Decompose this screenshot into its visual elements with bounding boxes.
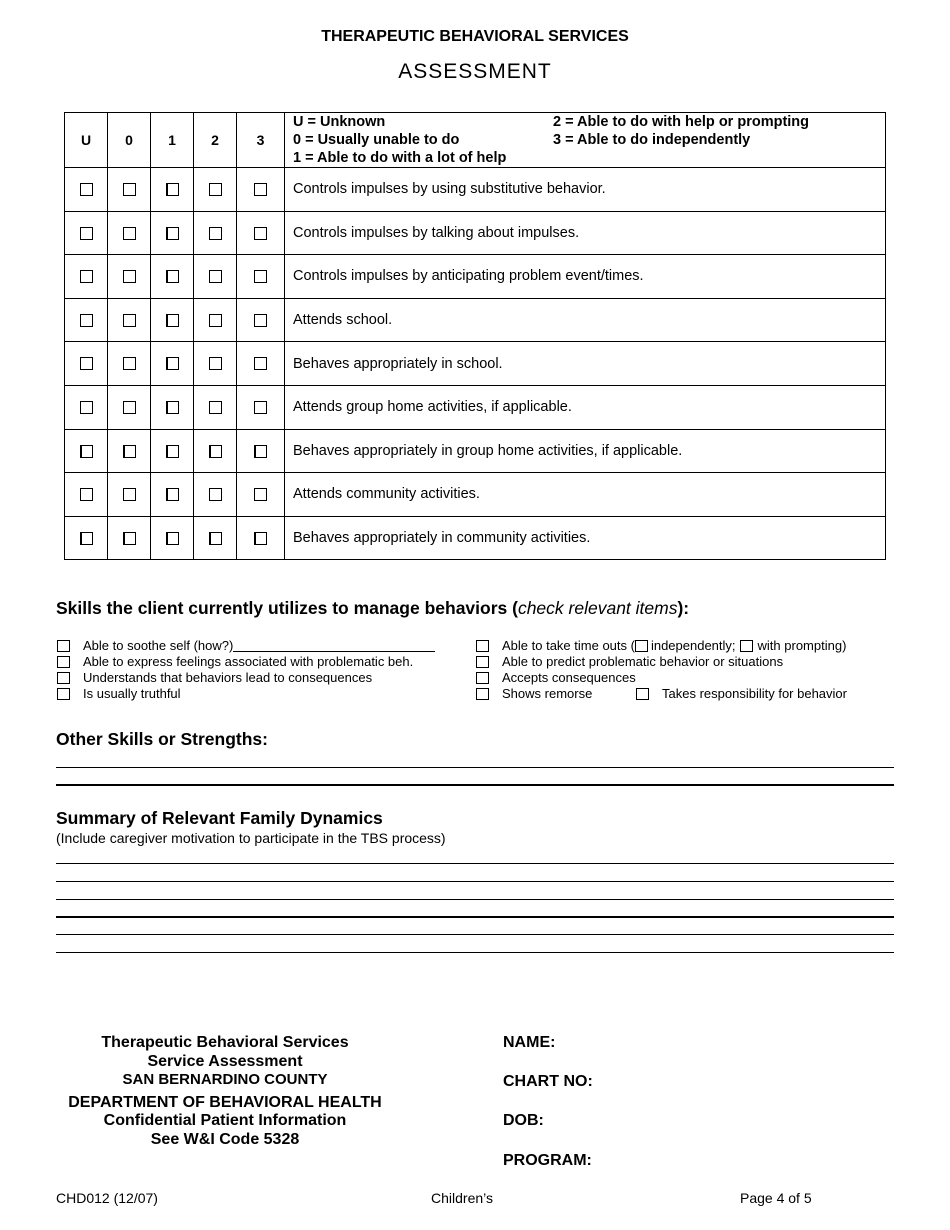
rating-checkbox-u[interactable] (80, 227, 93, 240)
legend-0: 0 = Usually unable to do (293, 132, 460, 148)
agency-line: Confidential Patient Information (103, 1112, 347, 1129)
with-prompting-label: with prompting) (757, 638, 847, 653)
rating-checkbox-2[interactable] (209, 227, 222, 240)
item-description: Attends school. (285, 298, 886, 342)
table-row (65, 298, 886, 342)
skill-item (476, 654, 783, 670)
rating-checkbox-2[interactable] (209, 488, 222, 501)
agency-line: SAN BERNARDINO COUNTY (122, 1071, 328, 1088)
legend-1: 1 = Able to do with a lot of help (293, 150, 507, 166)
rating-checkbox-1[interactable] (166, 488, 179, 501)
rating-checkbox-3[interactable] (254, 357, 267, 370)
rating-checkbox-0[interactable] (123, 445, 136, 458)
table-row (65, 255, 886, 299)
skill-item (476, 686, 847, 702)
independently-label: independently; (650, 638, 736, 653)
skill-label: Able to express feelings associated with problematic beh. (83, 654, 414, 669)
skill-checkbox[interactable] (57, 656, 70, 668)
skill-label: Shows remorse (502, 686, 593, 701)
writing-line[interactable] (56, 881, 894, 882)
skill-label: Able to predict problematic behavior or situations (502, 654, 784, 669)
writing-line[interactable] (56, 916, 894, 918)
rating-checkbox-3[interactable] (254, 183, 267, 196)
rating-checkbox-2[interactable] (209, 270, 222, 283)
form-code: CHD012 (12/07) (56, 1190, 158, 1206)
rating-checkbox-1[interactable] (166, 270, 179, 283)
rating-checkbox-3[interactable] (254, 401, 267, 414)
skill-checkbox[interactable] (57, 688, 70, 700)
rating-checkbox-u[interactable] (80, 488, 93, 501)
name-field-label: NAME: (503, 1034, 556, 1051)
rating-checkbox-2[interactable] (209, 445, 222, 458)
rating-checkbox-0[interactable] (123, 357, 136, 370)
item-description: Controls impulses by using substitutive behavior. (285, 168, 886, 212)
skill-item (57, 638, 435, 654)
rating-legend (285, 113, 886, 168)
col-header-2: 2 (194, 113, 237, 168)
program-field-label: PROGRAM: (503, 1152, 592, 1169)
chart-no-field-label: CHART NO: (503, 1073, 593, 1090)
legend-u: U = Unknown (293, 114, 386, 130)
responsibility-checkbox[interactable] (636, 688, 649, 700)
other-skills-heading: Other Skills or Strengths: (56, 729, 268, 749)
form-subtitle: ASSESSMENT (398, 60, 552, 83)
skill-checkbox[interactable] (476, 672, 489, 684)
table-row (65, 429, 886, 473)
skill-label: Understands that behaviors lead to consequences (83, 670, 373, 685)
dob-field-label: DOB: (503, 1112, 544, 1129)
skills-heading-italic: check relevant items (517, 598, 678, 618)
rating-checkbox-0[interactable] (123, 488, 136, 501)
skill-label: Able to soothe self (how?) (83, 638, 234, 653)
skills-heading-text: Skills the client currently utilizes to manage behaviors ( (56, 598, 518, 618)
agency-block (40, 1034, 410, 1149)
rating-checkbox-0[interactable] (123, 401, 136, 414)
agency-line: Service Assessment (147, 1052, 303, 1070)
item-description: Behaves appropriately in community activities. (285, 516, 886, 560)
how-blank-line[interactable] (233, 640, 435, 652)
table-row (65, 473, 886, 517)
independently-checkbox[interactable] (635, 640, 648, 652)
rating-checkbox-u[interactable] (80, 445, 93, 458)
with-prompting-checkbox[interactable] (740, 640, 753, 652)
item-description: Attends community activities. (285, 473, 886, 517)
writing-line[interactable] (56, 952, 894, 953)
table-header-row (65, 113, 886, 168)
rating-checkbox-1[interactable] (166, 314, 179, 327)
skill-label: Able to take time outs ( (502, 638, 635, 653)
agency-line: DEPARTMENT OF BEHAVIORAL HEALTH (68, 1093, 382, 1111)
legend-3: 3 = Able to do independently (553, 132, 751, 148)
rating-checkbox-0[interactable] (123, 183, 136, 196)
table-row (65, 168, 886, 212)
table-row (65, 342, 886, 386)
rating-checkbox-2[interactable] (209, 532, 222, 545)
responsibility-label: Takes responsibility for behavior (662, 686, 847, 701)
item-description: Behaves appropriately in school. (285, 342, 886, 386)
rating-checkbox-3[interactable] (254, 488, 267, 501)
writing-line[interactable] (56, 784, 894, 786)
table-row (65, 516, 886, 560)
rating-checkbox-2[interactable] (209, 401, 222, 414)
col-header-u: U (65, 113, 108, 168)
agency-line: Therapeutic Behavioral Services (101, 1034, 349, 1051)
col-header-3: 3 (237, 113, 285, 168)
rating-checkbox-1[interactable] (166, 357, 179, 370)
form-title: THERAPEUTIC BEHAVIORAL SERVICES (321, 28, 629, 45)
col-header-0: 0 (108, 113, 151, 168)
rating-checkbox-u[interactable] (80, 314, 93, 327)
rating-checkbox-u[interactable] (80, 532, 93, 545)
table-row (65, 385, 886, 429)
form-category: Children’s (431, 1190, 493, 1206)
skill-checkbox[interactable] (476, 688, 489, 700)
skill-checkbox[interactable] (57, 640, 70, 652)
rating-checkbox-u[interactable] (80, 183, 93, 196)
rating-checkbox-1[interactable] (166, 183, 179, 196)
rating-checkbox-3[interactable] (254, 532, 267, 545)
skill-label: Accepts consequences (502, 670, 636, 685)
rating-checkbox-0[interactable] (123, 227, 136, 240)
skill-item (57, 686, 181, 702)
skills-heading-end: ): (677, 598, 690, 618)
item-description: Attends group home activities, if applicable. (285, 385, 886, 429)
rating-checkbox-3[interactable] (254, 445, 267, 458)
family-dynamics-heading: Summary of Relevant Family Dynamics (56, 808, 383, 828)
writing-line[interactable] (56, 767, 894, 768)
page-number: Page 4 of 5 (740, 1190, 812, 1206)
rating-checkbox-1[interactable] (166, 445, 179, 458)
legend-right-col (553, 113, 809, 149)
legend-2: 2 = Able to do with help or prompting (553, 114, 810, 130)
rating-checkbox-2[interactable] (209, 357, 222, 370)
skill-label: Is usually truthful (83, 686, 181, 701)
rating-checkbox-u[interactable] (80, 401, 93, 414)
skill-item (476, 638, 846, 654)
rating-checkbox-1[interactable] (166, 227, 179, 240)
rating-checkbox-0[interactable] (123, 532, 136, 545)
skill-checkbox[interactable] (476, 640, 489, 652)
rating-checkbox-1[interactable] (166, 401, 179, 414)
assessment-table (64, 112, 886, 560)
writing-line[interactable] (56, 934, 894, 935)
skill-item (57, 654, 413, 670)
skill-item (57, 670, 372, 686)
skill-item (476, 670, 636, 686)
skill-checkbox[interactable] (476, 656, 489, 668)
family-dynamics-note: (Include caregiver motivation to participate in the TBS process) (56, 830, 446, 846)
writing-line[interactable] (56, 899, 894, 900)
writing-line[interactable] (56, 863, 894, 864)
skill-checkbox[interactable] (57, 672, 70, 684)
rating-checkbox-0[interactable] (123, 270, 136, 283)
rating-checkbox-u[interactable] (80, 270, 93, 283)
item-description: Controls impulses by talking about impulses. (285, 211, 886, 255)
rating-checkbox-2[interactable] (209, 314, 222, 327)
item-description: Controls impulses by anticipating problem event/times. (285, 255, 886, 299)
rating-checkbox-0[interactable] (123, 314, 136, 327)
rating-checkbox-u[interactable] (80, 357, 93, 370)
skills-heading (56, 598, 689, 619)
table-row (65, 211, 886, 255)
rating-checkbox-3[interactable] (254, 270, 267, 283)
item-description: Behaves appropriately in group home activities, if applicable. (285, 429, 886, 473)
rating-checkbox-3[interactable] (254, 314, 267, 327)
agency-line: See W&I Code 5328 (150, 1130, 300, 1148)
rating-checkbox-1[interactable] (166, 532, 179, 545)
rating-checkbox-3[interactable] (254, 227, 267, 240)
rating-checkbox-2[interactable] (209, 183, 222, 196)
col-header-1: 1 (151, 113, 194, 168)
